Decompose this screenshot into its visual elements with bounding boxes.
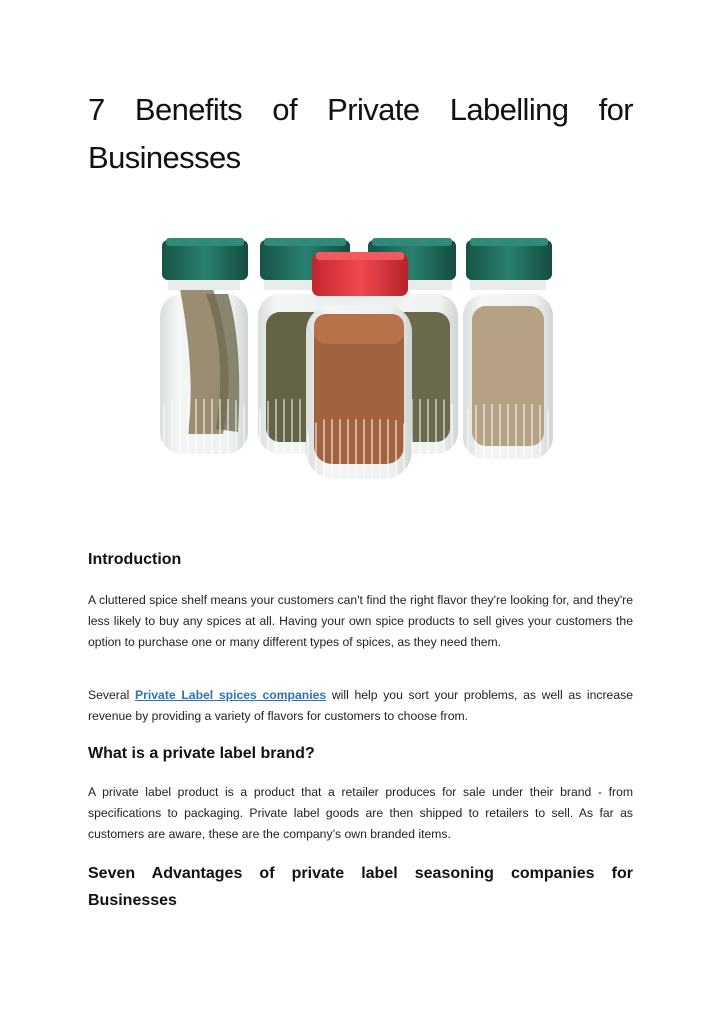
jar-paprika	[306, 252, 412, 481]
intro-p2-before: Several	[88, 688, 136, 702]
introduction-heading: Introduction	[88, 551, 182, 568]
intro-paragraph-1: A cluttered spice shelf means your customers can't find the right flavor they're looking for, and they're less likely to buy any spices at all. Having your own spice products to sell gives your customers the option to purchase one or many different types of spices, as they need them.	[88, 593, 633, 649]
private-label-paragraph: A private label product is a product that a retailer produces for sale under their brand - from specifications to packaging. Private label goods are then shipped to retailers to sell. As far as customers are aware, these are the company’s own branded items.	[88, 785, 633, 841]
spice-jars-photo	[88, 194, 633, 502]
page-title: 7 Benefits of Private Labelling for Businesses	[88, 92, 633, 175]
intro-paragraph-2	[88, 685, 633, 727]
jar-white-pepper	[463, 238, 553, 459]
jar-bay-leaves	[160, 238, 248, 454]
intro-p2-after: will help you sort your problems, as well as increase revenue by providing a variety of flavors for customers to choose from.	[88, 688, 633, 723]
private-label-spices-link[interactable]: Private Label spices companies	[135, 688, 327, 702]
seven-advantages-heading: Seven Advantages of private label seasoning companies for Businesses	[88, 865, 633, 909]
private-label-brand-heading: What is a private label brand?	[88, 745, 315, 762]
